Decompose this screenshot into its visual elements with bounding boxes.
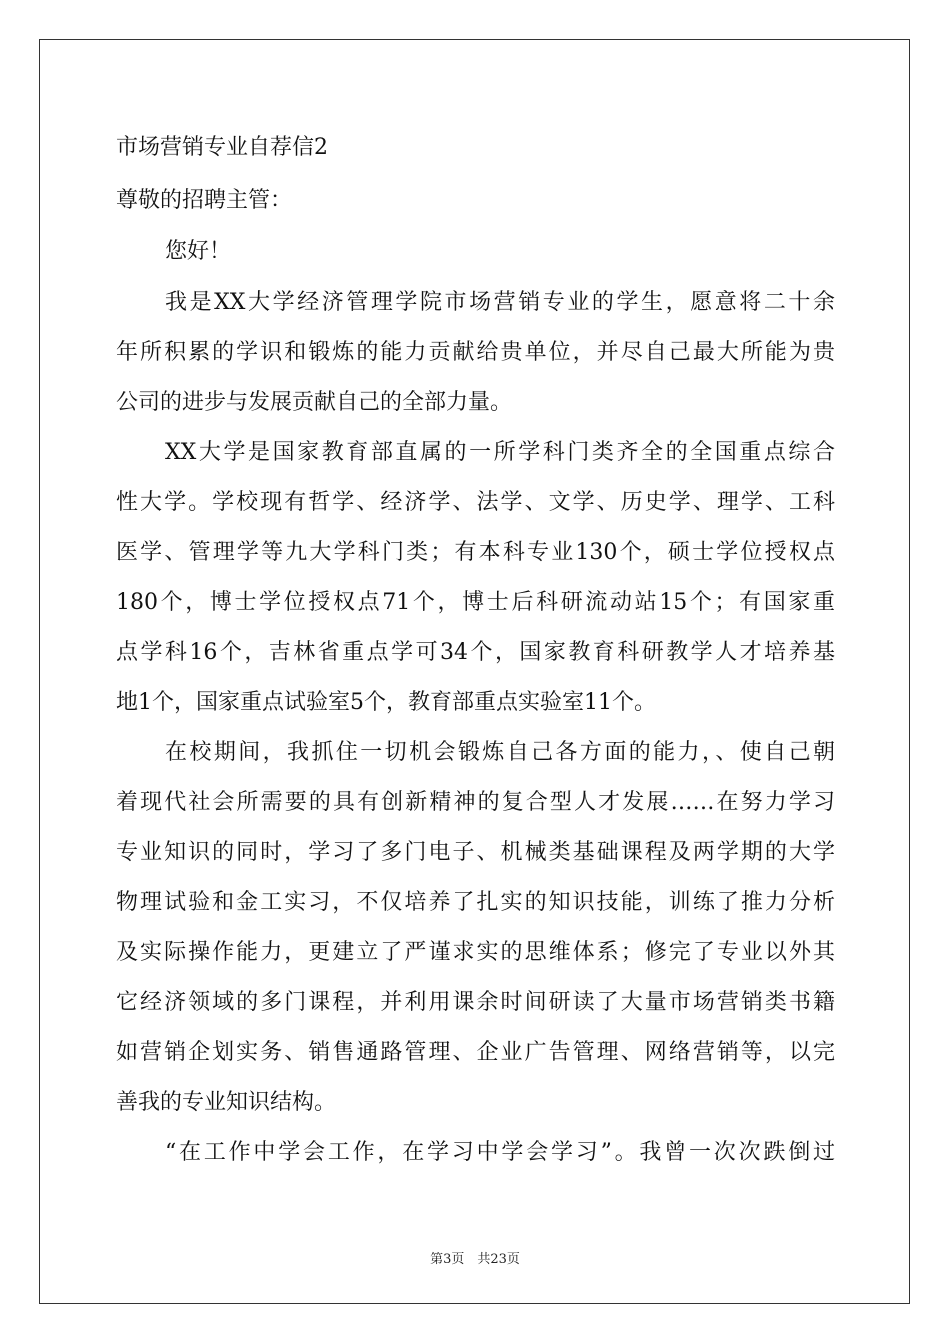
paragraph-line: 年所积累的学识和锻炼的能力贡献给贵单位，并尽自己最大所能为贵 (116, 340, 835, 365)
paragraph-line: 物理试验和金工实习，不仅培养了扎实的知识技能，训练了推力分析 (116, 890, 835, 915)
paragraph-line: 专业知识的同时，学习了多门电子、机械类基础课程及两学期的大学 (116, 840, 835, 865)
paragraph-line: 它经济领域的多门课程，并利用课余时间研读了大量市场营销类书籍 (116, 990, 835, 1015)
paragraph-line: 公司的进步与发展贡献自己的全部力量。 (116, 390, 513, 415)
paragraph-line: 及实际操作能力，更建立了严谨求实的思维体系；修完了专业以外其 (116, 940, 835, 965)
paragraph-line: 180个，博士学位授权点71个，博士后科研流动站15个；有国家重 (116, 590, 835, 615)
paragraph-line: 医学、管理学等九大学科门类；有本科专业130个，硕士学位授权点 (116, 540, 835, 565)
paragraph-line: 善我的专业知识结构。 (116, 1090, 337, 1115)
paragraph-line: 点学科16个，吉林省重点学可34个，国家教育科研教学人才培养基 (116, 640, 835, 665)
paragraph-line: XX大学是国家教育部直属的一所学科门类齐全的全国重点综合 (165, 440, 835, 465)
paragraph-line: “在工作中学会工作，在学习中学会学习”。我曾一次次跌倒过 (165, 1140, 835, 1165)
paragraph-line: 地1个，国家重点试验室5个，教育部重点实验室11个。 (116, 690, 656, 715)
salutation: 尊敬的招聘主管： (116, 188, 293, 213)
paragraph-line: 如营销企划实务、销售通路管理、企业广告管理、网络营销等，以完 (116, 1040, 835, 1065)
paragraph-line: 我是XX大学经济管理学院市场营销专业的学生，愿意将二十余 (165, 290, 835, 315)
greeting: 您好！ (165, 239, 232, 264)
paragraph-line: 着现代社会所需要的具有创新精神的复合型人才发展……在努力学习 (116, 790, 835, 815)
page-footer: 第3页 共23页 (430, 1252, 520, 1267)
paragraph-line: 性大学。学校现有哲学、经济学、法学、文学、历史学、理学、工科 (116, 490, 835, 515)
paragraph-line: 在校期间，我抓住一切机会锻炼自己各方面的能力，、使自己朝 (165, 740, 835, 765)
document-title: 市场营销专业自荐信2 (116, 135, 328, 160)
